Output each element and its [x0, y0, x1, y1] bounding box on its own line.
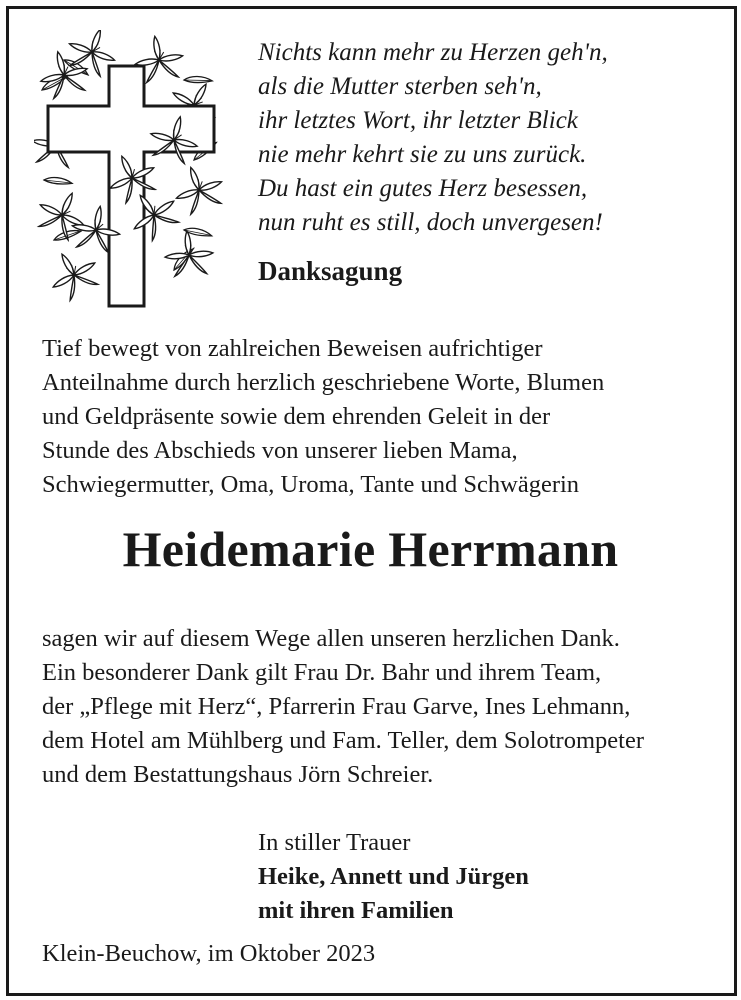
poem-line: als die Mutter sterben seh'n,	[258, 73, 542, 100]
thanks-line: der „Pflege mit Herz“, Pfarrerin Frau Garve, Ines Lehmann,	[42, 693, 631, 720]
signature-intro: In stiller Trauer	[258, 829, 411, 856]
intro-line: und Geldpräsente sowie dem ehrenden Geleit in der	[42, 403, 551, 430]
thanks-line: sagen wir auf diesem Wege allen unseren herzlichen Dank.	[42, 625, 620, 652]
signature-names: Heike, Annett und Jürgen	[258, 863, 529, 890]
intro-line: Stunde des Abschieds von unserer lieben Mama,	[42, 437, 518, 464]
thanks-line: Ein besonderer Dank gilt Frau Dr. Bahr und ihrem Team,	[42, 659, 602, 686]
thanks-line: dem Hotel am Mühlberg und Fam. Teller, dem Solotrompeter	[42, 727, 644, 754]
poem-line: Du hast ein gutes Herz besessen,	[258, 175, 588, 202]
intro-paragraph	[42, 332, 722, 502]
intro-line: Tief bewegt von zahlreichen Beweisen aufrichtiger	[42, 335, 543, 362]
signature-block	[258, 826, 529, 928]
poem-line: Nichts kann mehr zu Herzen geh'n,	[258, 39, 608, 66]
place-date: Klein-Beuchow, im Oktober 2023	[42, 940, 376, 967]
intro-line: Schwiegermutter, Oma, Uroma, Tante und Schwägerin	[42, 471, 580, 498]
intro-line: Anteilnahme durch herzlich geschriebene Worte, Blumen	[42, 369, 605, 396]
deceased-name: Heidemarie Herrmann	[122, 521, 619, 577]
thanks-line: und dem Bestattungshaus Jörn Schreier.	[42, 761, 434, 788]
poem-line: nie mehr kehrt sie zu uns zurück.	[258, 141, 587, 168]
thanks-paragraph	[42, 622, 722, 792]
heading-danksagung: Danksagung	[258, 256, 403, 286]
poem-line: nun ruht es still, doch unvergesen!	[258, 209, 603, 236]
poem	[258, 36, 698, 240]
cross-with-lilies-icon	[34, 30, 224, 308]
signature-families: mit ihren Familien	[258, 897, 454, 924]
poem-line: ihr letztes Wort, ihr letzter Blick	[258, 107, 578, 134]
